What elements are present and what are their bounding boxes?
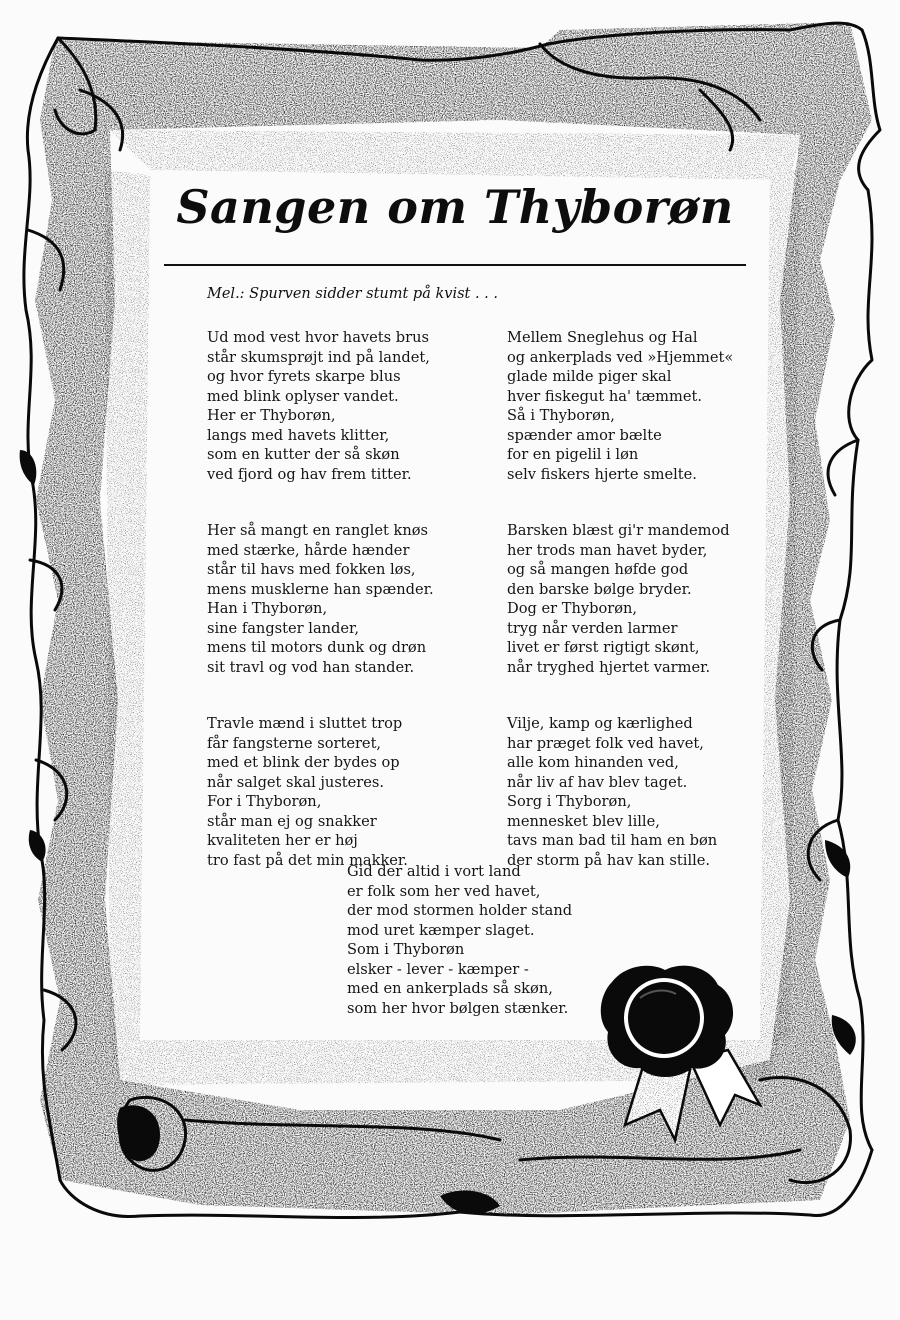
verse-line: ved fjord og hav frem titter. — [207, 465, 412, 483]
verse-line: mens musklerne han spænder. — [207, 580, 434, 598]
verse-line: hver fiskegut ha' tæmmet. — [507, 387, 702, 405]
verse-line: mennesket blev lille, — [507, 812, 660, 830]
right-column — [507, 328, 777, 907]
verse-line: med blink oplyser vandet. — [207, 387, 399, 405]
verse-line: Her så mangt en ranglet knøs — [207, 522, 429, 539]
verse-line: tavs man bad til ham en bøn — [507, 832, 718, 849]
verse-line: glade milde piger skal — [507, 368, 672, 385]
verse-line: Ud mod vest hvor havets brus — [207, 329, 429, 346]
verse-line: Så i Thyborøn, — [507, 407, 615, 424]
verse-line: Her er Thyborøn, — [207, 407, 336, 424]
verse-line: har præget folk ved havet, — [507, 734, 704, 752]
stanza-4 — [507, 328, 777, 484]
verse-line: elsker - lever - kæmper - — [347, 960, 529, 978]
verse-line: tro fast på det min makker. — [207, 851, 408, 869]
verse-line: med et blink der bydes op — [207, 754, 400, 771]
verse-line: mens til motors dunk og drøn — [207, 639, 427, 656]
stanza-5 — [507, 521, 777, 677]
stanza-6 — [507, 714, 777, 870]
verse-line: når salget skal justeres. — [207, 773, 385, 791]
verse-line: Han i Thyborøn, — [207, 600, 328, 617]
verse-line: Mellem Sneglehus og Hal — [507, 329, 698, 346]
verse-line: Vilje, kamp og kærlighed — [507, 715, 693, 732]
verse-line: står skumsprøjt ind på landet, — [207, 348, 430, 366]
melody-note: Mel.: Spurven sidder stumt på kvist . . . — [207, 286, 499, 302]
page-title: Sangen om Thyborøn — [176, 180, 734, 234]
verse-line: Dog er Thyborøn, — [507, 600, 638, 617]
verse-line: når tryghed hjertet varmer. — [507, 658, 711, 676]
verse-line: med stærke, hårde hænder — [207, 541, 410, 559]
verse-line: sine fangster lander, — [207, 619, 360, 637]
verse-line: som en kutter der så skøn — [207, 446, 400, 463]
verse-line: som her hvor bølgen stænker. — [347, 999, 569, 1017]
verse-line: der storm på hav kan stille. — [507, 851, 711, 869]
verse-line: her trods man havet byder, — [507, 541, 708, 559]
verse-line: selv fiskers hjerte smelte. — [507, 465, 697, 483]
verse-line: får fangsterne sorteret, — [207, 734, 382, 752]
verse-line: for en pigelil i løn — [507, 446, 639, 463]
verse-line: tryg når verden larmer — [507, 619, 678, 637]
verse-line: langs med havets klitter, — [207, 426, 390, 444]
stanza-3 — [207, 714, 477, 870]
verse-line: og så mangen høfde god — [507, 561, 689, 578]
title-divider — [164, 264, 746, 266]
verse-line: står man ej og snakker — [207, 812, 377, 830]
verse-line: For i Thyborøn, — [207, 793, 322, 810]
verse-line: den barske bølge bryder. — [507, 580, 692, 598]
stanza-1 — [207, 328, 477, 484]
left-column — [207, 328, 477, 907]
verse-line: spænder amor bælte — [507, 426, 662, 444]
verse-line: Sorg i Thyborøn, — [507, 793, 632, 810]
verse-line: kvaliteten her er høj — [207, 832, 358, 849]
verse-line: mod uret kæmper slaget. — [347, 921, 535, 939]
verse-line: der mod stormen holder stand — [347, 902, 573, 919]
verse-line: og ankerplads ved »Hjemmet« — [507, 348, 734, 366]
verse-line: er folk som her ved havet, — [347, 882, 541, 900]
final-stanza — [347, 862, 607, 1018]
verse-line: sit travl og vod han stander. — [207, 658, 415, 676]
verse-line: Barsken blæst gi'r mandemod — [507, 522, 730, 539]
verse-line: når liv af hav blev taget. — [507, 773, 688, 791]
verse-line: står til havs med fokken løs, — [207, 561, 416, 578]
verse-line: livet er først rigtigt skønt, — [507, 639, 700, 656]
verse-line: med en ankerplads så skøn, — [347, 980, 553, 997]
verse-line: og hvor fyrets skarpe blus — [207, 368, 401, 385]
verse-line: alle kom hinanden ved, — [507, 754, 679, 771]
verse-line: Travle mænd i sluttet trop — [207, 715, 403, 732]
verse-line: Som i Thyborøn — [347, 941, 465, 958]
stanza-2 — [207, 521, 477, 677]
verse-line: Gid der altid i vort land — [347, 863, 521, 880]
